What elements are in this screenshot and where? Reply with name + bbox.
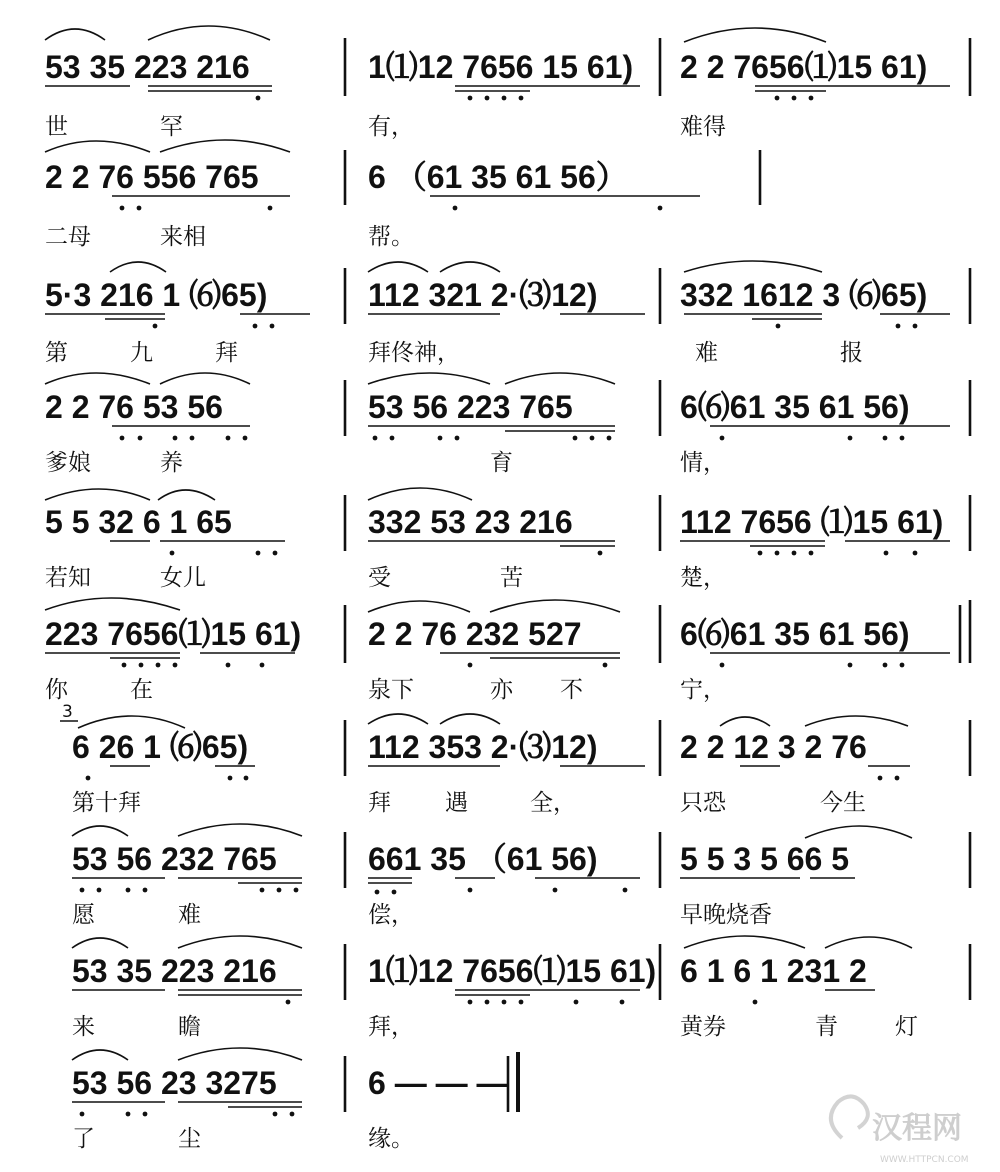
octave-dot — [468, 1000, 473, 1005]
octave-dot — [468, 663, 473, 668]
lyric: 偿， — [368, 902, 414, 928]
octave-dot — [883, 436, 888, 441]
octave-dot — [143, 888, 148, 893]
score-row — [72, 936, 970, 1040]
octave-dot — [775, 96, 780, 101]
octave-dot — [895, 776, 900, 781]
score-row — [45, 373, 970, 476]
lyric: 早晚烧香 — [680, 902, 772, 928]
lyric: 来 — [72, 1014, 95, 1040]
lyric: 受 — [368, 565, 391, 591]
lyric: 第 — [45, 340, 68, 366]
slur — [440, 262, 500, 272]
lyric: 爹娘 — [45, 450, 91, 476]
lyric: 难 — [695, 340, 718, 366]
octave-dot — [253, 324, 258, 329]
octave-dot — [573, 436, 578, 441]
measure-notes: 661 35 （61 56) — [368, 841, 598, 877]
lyric: 愿 — [72, 902, 95, 928]
lyric: 女儿 — [160, 565, 206, 591]
octave-dot — [913, 324, 918, 329]
lyric: 亦 — [490, 677, 513, 703]
measure-notes: 53 56 23 3275 — [72, 1065, 277, 1101]
measure-notes: 53 56 223 765 — [368, 389, 573, 425]
octave-dot — [138, 436, 143, 441]
octave-dot — [485, 1000, 490, 1005]
octave-dot — [244, 776, 249, 781]
lyric: 你 — [45, 677, 68, 703]
slur — [490, 600, 620, 612]
octave-dot — [143, 1112, 148, 1117]
octave-dot — [256, 551, 261, 556]
measure-notes: 332 1612 3 ⑹65) — [680, 277, 928, 313]
watermark-url: WWW.HTTPCN.COM — [880, 1155, 969, 1165]
lyric: 帮。 — [368, 224, 414, 250]
octave-dot — [776, 324, 781, 329]
octave-dot — [502, 96, 507, 101]
octave-dot — [392, 890, 397, 895]
lyric: 了 — [72, 1126, 95, 1152]
slur — [368, 714, 428, 724]
octave-dot — [896, 324, 901, 329]
octave-dot — [455, 436, 460, 441]
lyric: 苦 — [500, 565, 523, 591]
slur — [368, 601, 470, 612]
lyric: 宁， — [680, 677, 726, 703]
octave-dot — [590, 436, 595, 441]
measure-notes: 5 5 32 6 1 65 — [45, 504, 232, 540]
measure-notes: 112 353 2·⑶12) — [368, 729, 598, 765]
octave-dot — [792, 551, 797, 556]
lyric: 遇 — [445, 790, 468, 816]
slur — [148, 26, 270, 40]
slur — [825, 937, 912, 948]
octave-dot — [170, 551, 175, 556]
octave-dot — [126, 888, 131, 893]
slur — [72, 1050, 128, 1060]
lyric: 罕 — [160, 114, 183, 140]
lyric: 尘 — [178, 1126, 201, 1152]
lyric: 拜 — [368, 790, 391, 816]
score-row — [45, 261, 970, 366]
octave-dot — [390, 436, 395, 441]
slur — [45, 598, 180, 610]
octave-dot — [598, 551, 603, 556]
octave-dot — [553, 888, 558, 893]
slur — [110, 262, 166, 272]
slur — [178, 1048, 302, 1060]
octave-dot — [86, 776, 91, 781]
octave-dot — [809, 551, 814, 556]
slur — [805, 716, 908, 726]
octave-dot — [809, 96, 814, 101]
score-row — [45, 140, 760, 250]
lyric: 养 — [160, 450, 183, 476]
octave-dot — [268, 206, 273, 211]
measure-notes: 6 26 1 ⑹65) — [72, 729, 249, 765]
octave-dot — [273, 1112, 278, 1117]
octave-dot — [173, 663, 178, 668]
lyric: 瞻 — [178, 1014, 201, 1040]
octave-dot — [156, 663, 161, 668]
slur — [368, 262, 428, 272]
octave-dot — [603, 663, 608, 668]
octave-dot — [120, 436, 125, 441]
lyric: 拜佟神， — [368, 340, 460, 366]
octave-dot — [607, 436, 612, 441]
octave-dot — [900, 436, 905, 441]
octave-dot — [485, 96, 490, 101]
lyric: 世 — [45, 114, 68, 140]
octave-dot — [775, 551, 780, 556]
octave-dot — [375, 890, 380, 895]
octave-dot — [122, 663, 127, 668]
lyric: 二母 — [45, 224, 91, 250]
octave-dot — [453, 206, 458, 211]
lyric: 难 — [178, 902, 201, 928]
octave-dot — [468, 96, 473, 101]
octave-dot — [623, 888, 628, 893]
measure-notes: 112 7656 ⑴15 61) — [680, 504, 944, 540]
watermark-logo-icon — [831, 1096, 868, 1138]
lyric: 有， — [368, 114, 414, 140]
octave-dot — [273, 551, 278, 556]
octave-dot — [260, 888, 265, 893]
octave-dot — [884, 551, 889, 556]
octave-dot — [502, 1000, 507, 1005]
octave-dot — [286, 1000, 291, 1005]
measure-notes: 1⑴12 7656⑴15 61) — [368, 953, 657, 989]
slur — [72, 826, 128, 836]
octave-dot — [137, 206, 142, 211]
octave-dot — [900, 663, 905, 668]
measure-notes: 2 2 7656⑴15 61) — [680, 49, 928, 85]
octave-dot — [290, 1112, 295, 1117]
octave-dot — [120, 206, 125, 211]
slur — [440, 714, 500, 724]
lyric: 今生 — [820, 790, 866, 816]
lyric: 全， — [530, 790, 576, 816]
octave-dot — [720, 436, 725, 441]
octave-dot — [519, 96, 524, 101]
octave-dot — [294, 888, 299, 893]
octave-dot — [270, 324, 275, 329]
octave-dot — [792, 96, 797, 101]
slur — [72, 938, 128, 948]
lyric: 在 — [130, 677, 153, 703]
lyric: 楚， — [680, 565, 726, 591]
octave-dot — [226, 663, 231, 668]
octave-dot — [190, 436, 195, 441]
lyric: 不 — [560, 677, 583, 703]
slur — [178, 824, 302, 836]
grace-note: 3 — [62, 702, 73, 722]
lyric: 只恐 — [680, 790, 726, 816]
lyric: 情， — [680, 450, 726, 476]
measure-notes: 6 （61 35 61 56） — [368, 159, 628, 195]
slur — [684, 936, 805, 948]
octave-dot — [438, 436, 443, 441]
slur — [45, 29, 105, 40]
octave-dot — [883, 663, 888, 668]
slur — [505, 373, 615, 384]
octave-dot — [256, 96, 261, 101]
measure-notes: 6 1 6 1 231 2 — [680, 953, 867, 989]
slur — [158, 490, 215, 500]
watermark-brand: 汉程网 — [872, 1111, 962, 1146]
measure-notes: 6⑹61 35 61 56) — [680, 616, 910, 652]
lyric: 来相 — [160, 224, 206, 250]
octave-dot — [848, 436, 853, 441]
octave-dot — [574, 1000, 579, 1005]
octave-dot — [658, 206, 663, 211]
octave-dot — [139, 663, 144, 668]
watermark — [831, 1096, 969, 1165]
measure-notes: 53 35 223 216 — [45, 49, 250, 85]
lyric: 第十拜 — [72, 790, 141, 816]
slur — [45, 373, 150, 384]
lyric: 拜， — [368, 1014, 414, 1040]
octave-dot — [913, 551, 918, 556]
octave-dot — [153, 324, 158, 329]
lyric: 泉下 — [368, 677, 414, 703]
octave-dot — [126, 1112, 131, 1117]
lyric: 灯 — [895, 1014, 918, 1040]
measure-notes: 332 53 23 216 — [368, 504, 573, 540]
slur — [78, 716, 185, 728]
lyric: 报 — [840, 340, 863, 366]
score-row — [45, 26, 970, 140]
lyric: 拜 — [215, 340, 238, 366]
octave-dot — [468, 888, 473, 893]
octave-dot — [620, 1000, 625, 1005]
slur — [160, 373, 250, 384]
measure-notes: 112 321 2·⑶12) — [368, 277, 598, 313]
score-row — [72, 824, 970, 928]
octave-dot — [173, 436, 178, 441]
slur — [178, 936, 302, 948]
lyric: 九 — [130, 340, 153, 366]
octave-dot — [80, 888, 85, 893]
octave-dot — [848, 663, 853, 668]
octave-dot — [228, 776, 233, 781]
octave-dot — [277, 888, 282, 893]
octave-dot — [720, 663, 725, 668]
octave-dot — [519, 1000, 524, 1005]
score-row — [45, 488, 970, 591]
score-row — [45, 598, 970, 703]
measure-notes: 2 2 76 53 56 — [45, 389, 223, 425]
measure-notes: 5·3 216 1 ⑹65) — [45, 277, 268, 313]
score-row — [60, 702, 970, 816]
octave-dot — [226, 436, 231, 441]
slur — [160, 140, 290, 152]
slur — [684, 261, 822, 272]
measure-notes: 1⑴12 7656 15 61) — [368, 49, 634, 85]
measure-notes: 2 2 76 556 765 — [45, 159, 259, 195]
slur — [684, 28, 826, 42]
lyric: 青 — [815, 1014, 838, 1040]
octave-dot — [373, 436, 378, 441]
measure-notes: 6 — — — — [368, 1065, 509, 1101]
octave-dot — [758, 551, 763, 556]
slur — [368, 373, 490, 384]
slur — [720, 717, 770, 726]
slur — [45, 141, 150, 152]
lyric: 难得 — [680, 114, 726, 140]
slur — [805, 826, 912, 838]
lyric: 缘。 — [368, 1126, 414, 1152]
measure-notes: 2 2 12 3 2 76 — [680, 729, 867, 765]
lyric: 黄券 — [680, 1014, 726, 1040]
measure-notes: 53 35 223 216 — [72, 953, 277, 989]
octave-dot — [753, 1000, 758, 1005]
measure-notes: 53 56 232 765 — [72, 841, 277, 877]
octave-dot — [243, 436, 248, 441]
slur — [45, 489, 150, 500]
measure-notes: 223 7656⑴15 61) — [45, 616, 302, 652]
octave-dot — [260, 663, 265, 668]
slur — [368, 488, 472, 500]
octave-dot — [97, 888, 102, 893]
octave-dot — [878, 776, 883, 781]
lyric: 育 — [490, 450, 513, 476]
measure-notes: 5 5 3 5 66 5 — [680, 841, 850, 877]
score-row — [72, 1048, 518, 1152]
octave-dot — [80, 1112, 85, 1117]
measure-notes: 6⑹61 35 61 56) — [680, 389, 910, 425]
lyric: 若知 — [45, 565, 91, 591]
measure-notes: 2 2 76 232 527 — [368, 616, 582, 652]
